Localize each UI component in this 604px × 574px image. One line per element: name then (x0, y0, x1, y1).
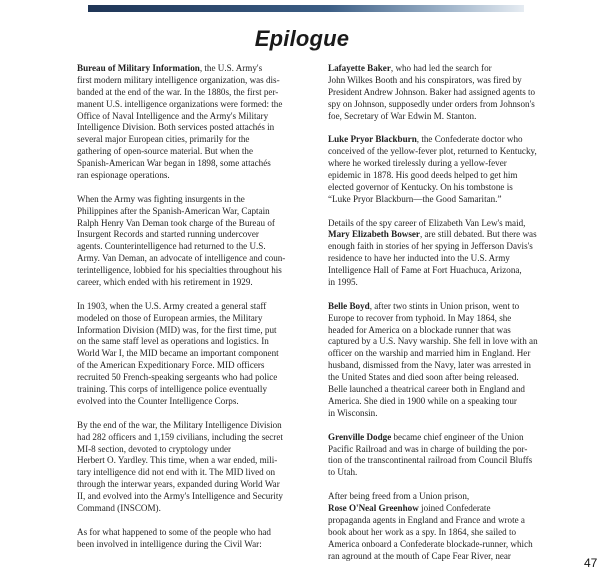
text-line (328, 348, 551, 360)
text-line (328, 408, 551, 420)
text-line (77, 253, 302, 265)
line-text: in 1995. (328, 277, 358, 288)
line-text: through the interwar years, expanded during World War (77, 479, 280, 490)
paragraph (77, 420, 302, 515)
bold-name: Belle Boyd (328, 300, 370, 311)
line-text: tary intelligence did not end with it. The MID lived on (77, 467, 276, 478)
line-text: book about her work as a spy. In 1864, she sailed to (328, 526, 517, 537)
line-text: evolved into the Counter Intelligence Corps. (77, 395, 239, 406)
bold-name: Rose O'Neal Greenhow (328, 502, 419, 513)
line-text: had 282 officers and 1,159 civilians, including the secret (77, 431, 283, 442)
left-column (77, 63, 302, 551)
text-line (77, 444, 302, 456)
text-line (328, 170, 551, 182)
text-line (77, 122, 302, 134)
text-line (77, 206, 302, 218)
text-line (77, 111, 302, 123)
line-text: terintelligence, lobbied for his specialties throughout his (77, 265, 282, 276)
text-line (328, 384, 551, 396)
text-line (328, 539, 551, 551)
line-text: , the Confederate doctor who (416, 134, 523, 145)
text-line (328, 182, 551, 194)
line-text: in Wisconsin. (328, 407, 378, 418)
text-line (77, 146, 302, 158)
text-line (328, 218, 551, 230)
paragraph (328, 63, 551, 122)
text-line (328, 491, 551, 503)
line-text: the United States and died soon after being released. (328, 372, 519, 383)
line-text: Details of the spy career of Elizabeth Van Lew's maid, (328, 217, 526, 228)
line-text: , the U.S. Army's (199, 63, 263, 73)
text-line (328, 99, 551, 111)
text-line (77, 63, 302, 75)
line-text: recruited 50 French-speaking sergeants who had police (77, 372, 278, 383)
line-text: ran aground at the mouth of Cape Fear River, near (328, 550, 511, 561)
line-text: foe, Secretary of War Edwin M. Stanton. (328, 110, 477, 121)
line-text: became chief engineer of the Union (391, 431, 524, 442)
text-line (328, 253, 551, 265)
text-line (77, 372, 302, 384)
line-text: residence to have her inducted into the U.S. Army (328, 253, 510, 264)
line-text: Intelligence Division. Both services posted attachés in (77, 122, 275, 133)
line-text: agents. Counterintelligence had returned to the U.S. (77, 241, 266, 252)
bold-name: Bureau of Military Information (77, 63, 200, 73)
line-text: , who had led the search for (390, 63, 492, 73)
line-text: After being freed from a Union prison, (328, 491, 470, 502)
text-line (328, 111, 551, 123)
line-text: to Utah. (328, 467, 358, 478)
paragraph (328, 301, 551, 420)
text-line (77, 348, 302, 360)
text-line (77, 313, 302, 325)
text-line (77, 432, 302, 444)
line-text: headed for America on a blockade runner that was (328, 324, 511, 335)
paragraph (328, 134, 551, 205)
text-line (77, 229, 302, 241)
text-line (328, 444, 551, 456)
paragraph (77, 194, 302, 289)
text-line (328, 503, 551, 515)
line-text: joined Confederate (418, 502, 491, 513)
text-line (328, 75, 551, 87)
text-line (77, 158, 302, 170)
text-line (77, 325, 302, 337)
line-text: Intelligence Hall of Fame at Fort Huachuca, Arizona, (328, 265, 522, 276)
text-line (77, 479, 302, 491)
text-line (328, 277, 551, 289)
line-text: banded at the end of the war. In the 1880s, the first per- (77, 86, 279, 97)
text-line (328, 527, 551, 539)
line-text: gathering of open-source material. But when the (77, 146, 254, 157)
text-line (328, 63, 551, 75)
text-line (77, 218, 302, 230)
text-line (77, 491, 302, 503)
line-text: America onboard a Confederate blockade-runner, which (328, 538, 533, 549)
text-line (328, 87, 551, 99)
line-text: several major European cities, primarily for the (77, 134, 250, 145)
line-text: spy on Johnson, supposedly under orders from Johnson's (328, 98, 535, 109)
line-text: Herbert O. Yardley. This time, when a war ended, mili- (77, 455, 278, 466)
line-text: Command (INSCOM). (77, 502, 161, 513)
line-text: enough faith in stories of her spying in Jefferson Davis's (328, 241, 533, 252)
line-text: elected governor of Kentucky. On his tombstone is (328, 181, 513, 192)
right-column (328, 63, 551, 562)
text-line (77, 75, 302, 87)
text-line (328, 467, 551, 479)
line-text: tion of the transcontinental railroad from Council Bluffs (328, 455, 533, 466)
line-text: Belle launched a theatrical career both in England and (328, 384, 525, 395)
bold-name: Lafayette Baker (328, 63, 391, 73)
text-line (328, 360, 551, 372)
line-text: Army. Van Deman, an advocate of intelligence and coun- (77, 253, 286, 264)
text-line (77, 503, 302, 515)
text-line (77, 396, 302, 408)
text-line (77, 170, 302, 182)
line-text: “Luke Pryor Blackburn—the Good Samaritan.” (328, 193, 502, 204)
line-text: where he worked tirelessly during a yellow-fever (328, 158, 507, 169)
text-line (328, 372, 551, 384)
page-number: 47 (584, 556, 598, 570)
line-text: America. She died in 1900 while on a speaking tour (328, 395, 517, 406)
line-text: conceived of the yellow-fever plot, returned to Kentucky, (328, 146, 537, 157)
line-text: In 1903, when the U.S. Army created a general staff (77, 300, 267, 311)
text-line (328, 265, 551, 277)
bold-name: Mary Elizabeth Bowser (328, 229, 420, 240)
line-text: Europe to recover from typhoid. In May 1864, she (328, 312, 512, 323)
text-line (328, 515, 551, 527)
bold-name: Grenville Dodge (328, 431, 392, 442)
text-line (77, 336, 302, 348)
text-line (328, 432, 551, 444)
line-text: As for what happened to some of the people who had (77, 526, 271, 537)
line-text: Information Division (MID) was, for the first time, put (77, 324, 277, 335)
line-text: Philippines after the Spanish-American War, Captain (77, 205, 270, 216)
line-text: MI-8 section, devoted to cryptology under (77, 443, 232, 454)
line-text: World War I, the MID became an important component (77, 348, 279, 359)
line-text: been involved in intelligence during the Civil War: (77, 538, 262, 549)
text-line (77, 301, 302, 313)
text-line (77, 420, 302, 432)
line-text: modeled on those of European armies, the Military (77, 312, 263, 323)
text-line (328, 396, 551, 408)
text-line (77, 87, 302, 99)
line-text: When the Army was fighting insurgents in the (77, 193, 245, 204)
bold-name: Luke Pryor Blackburn (328, 134, 417, 145)
text-line (328, 336, 551, 348)
text-line (328, 158, 551, 170)
text-line (328, 551, 551, 563)
text-line (328, 301, 551, 313)
text-line (77, 99, 302, 111)
line-text: officer on the warship and married him in England. Her (328, 348, 531, 359)
line-text: propaganda agents in England and France and wrote a (328, 514, 525, 525)
line-text: training. This corps of intelligence police eventually (77, 384, 267, 395)
text-line (77, 194, 302, 206)
line-text: career, which ended with his retirement in 1929. (77, 277, 253, 288)
text-line (328, 146, 551, 158)
text-line (328, 313, 551, 325)
line-text: epidemic in 1878. His good deeds helped to get him (328, 170, 518, 181)
page-title: Epilogue (254, 26, 350, 51)
text-line (77, 539, 302, 551)
line-text: II, and evolved into the Army's Intelligence and Security (77, 491, 283, 502)
line-text: Ralph Henry Van Deman took charge of the Bureau of (77, 217, 275, 228)
text-line (328, 229, 551, 241)
line-text: captured by a U.S. Navy warship. She fell in love with an (328, 336, 538, 347)
text-line (77, 241, 302, 253)
line-text: Office of Naval Intelligence and the Army's Military (77, 110, 269, 121)
text-line (328, 325, 551, 337)
line-text: By the end of the war, the Military Intelligence Division (77, 419, 282, 430)
line-text: of the American Expeditionary Force. MID officers (77, 360, 265, 371)
paragraph (328, 218, 551, 289)
line-text: first modern military intelligence organization, was dis- (77, 74, 280, 85)
text-line (328, 241, 551, 253)
paragraph (77, 527, 302, 551)
paragraph (77, 63, 302, 182)
line-text: John Wilkes Booth and his conspirators, was fired by (328, 74, 522, 85)
text-line (77, 527, 302, 539)
text-line (328, 194, 551, 206)
line-text: manent U.S. intelligence organizations were formed: the (77, 98, 283, 109)
line-text: Pacific Railroad and was in charge of building the por- (328, 443, 528, 454)
text-line (77, 384, 302, 396)
line-text: Spanish-American War began in 1898, some attachés (77, 158, 271, 169)
text-line (328, 134, 551, 146)
text-line (77, 467, 302, 479)
text-line (77, 265, 302, 277)
header-rule (88, 5, 524, 12)
line-text: ran espionage operations. (77, 170, 170, 181)
text-line (77, 277, 302, 289)
line-text: Insurgent Records and started running undercover (77, 229, 259, 240)
paragraph (77, 301, 302, 408)
text-line (77, 455, 302, 467)
line-text: President Andrew Johnson. Baker had assigned agents to (328, 86, 536, 97)
line-text: on the same staff level as operations and logistics. In (77, 336, 269, 347)
text-line (328, 455, 551, 467)
line-text: husband, dismissed from the Navy, later was arrested in (328, 360, 531, 371)
paragraph (328, 491, 551, 562)
text-line (77, 360, 302, 372)
text-line (77, 134, 302, 146)
paragraph (328, 432, 551, 480)
line-text: , after two stints in Union prison, went to (369, 300, 520, 311)
line-text: , are still debated. But there was (419, 229, 537, 240)
